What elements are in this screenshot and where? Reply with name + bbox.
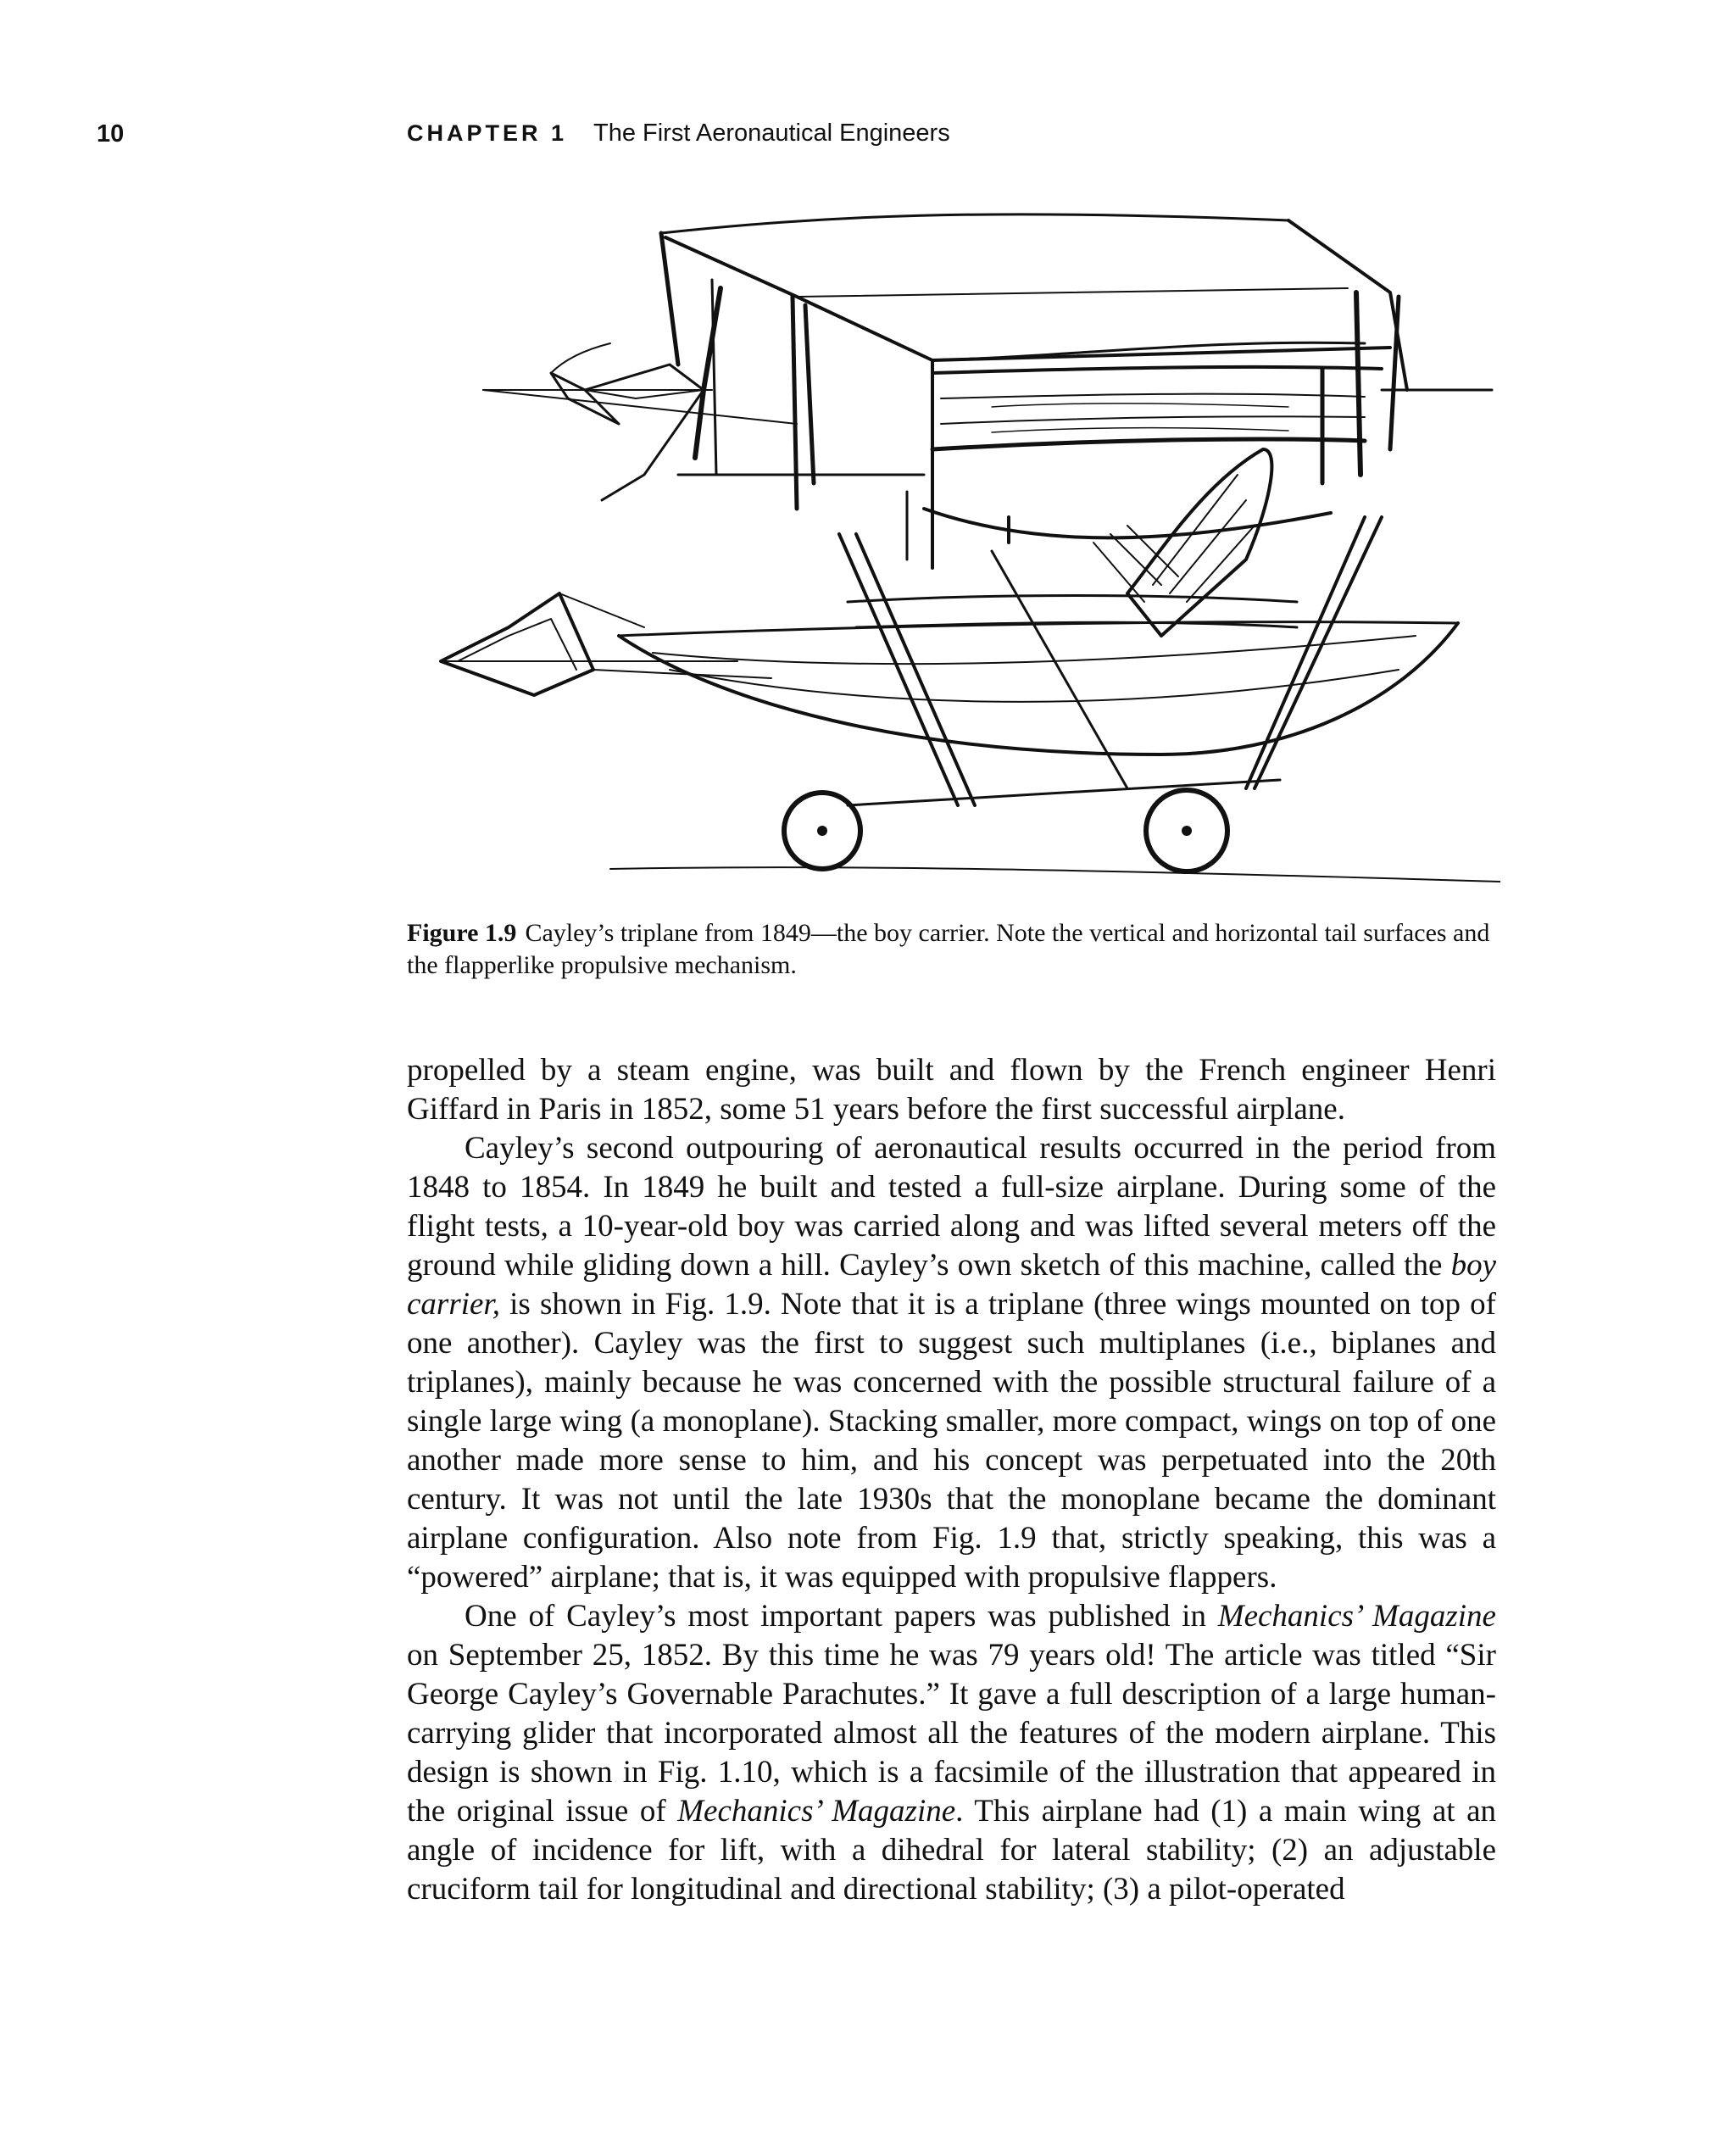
paragraph-2-emphasis: boy carrier, <box>407 1248 1496 1322</box>
caption-label: Figure 1.9 <box>407 919 517 947</box>
figure-1-9 <box>398 195 1500 899</box>
body-text <box>407 1051 1496 1909</box>
paragraph-3-emphasis-2: Mechanics’ Magazine <box>677 1794 956 1829</box>
paragraph-2-part-b: is shown in Fig. 1.9. Note that it is a triplane (three wings mounted on top of one another). Cayley was the first to suggest such multiplanes (i.e., biplanes and triplanes), mainly because he was concerned with the possible structural failure of a single large wing (a monoplane). Stacking smaller, more compact, wings on top of one another made more sense to him, and his concept was perpetuated into the 20th century. It was not until the late 1930s that the monoplane became the dominant airplane configuration. Also note from Fig. 1.9 that, strictly speaking, this was a “powered” airplane; that is, it was equipped with propulsive flappers. <box>407 1287 1496 1595</box>
paragraph-1: propelled by a steam engine, was built and flown by the French engineer Henri Giffard in Paris in 1852, some 51 years before the first successful airplane. <box>407 1053 1496 1127</box>
figure-caption <box>407 917 1509 982</box>
paragraph-3-part-b: on September 25, 1852. By this time he was 79 years old! The article was titled “Sir George Cayley’s Governable Parachutes.” It gave a full description of a large human-carrying glider that incorporated almost all the features of the modern airplane. This design is shown in Fig. 1.10, which is a facsimile of the illustration that appeared in the original issue of <box>407 1638 1496 1829</box>
chapter-label: CHAPTER 1 <box>407 120 568 146</box>
paragraph-3-emphasis-1: Mechanics’ Magazine <box>1217 1599 1496 1634</box>
running-head <box>0 120 1736 154</box>
paragraph-3-part-a: One of Cayley’s most important papers was published in <box>465 1599 1218 1634</box>
chapter-title: The First Aeronautical Engineers <box>593 120 950 147</box>
cayley-triplane-sketch <box>398 195 1500 899</box>
page-number: 10 <box>97 120 125 148</box>
paragraph-2-part-a: Cayley’s second outpouring of aeronautical results occurred in the period from 1848 to 1854. In 1849 he built and tested a full-size airplane. During some of the flight tests, a 10-year-old boy was carried along and was lifted several meters off the ground while gliding down a hill. Cayley’s own sketch of this machine, called the <box>407 1131 1496 1283</box>
paragraph-2 <box>407 1129 1496 1597</box>
paragraph-3-part-c: . This airplane had (1) a main wing at an angle of incidence for lift, with a dihedral for lateral stability; (2) an adjustable cruciform tail for longitudinal and directional stability; (3) a pilot-operated <box>407 1794 1496 1907</box>
caption-text: Cayley’s triplane from 1849—the boy carrier. Note the vertical and horizontal tail surfaces and the flapperlike propulsive mechanism. <box>407 919 1490 979</box>
paragraph-3 <box>407 1597 1496 1909</box>
